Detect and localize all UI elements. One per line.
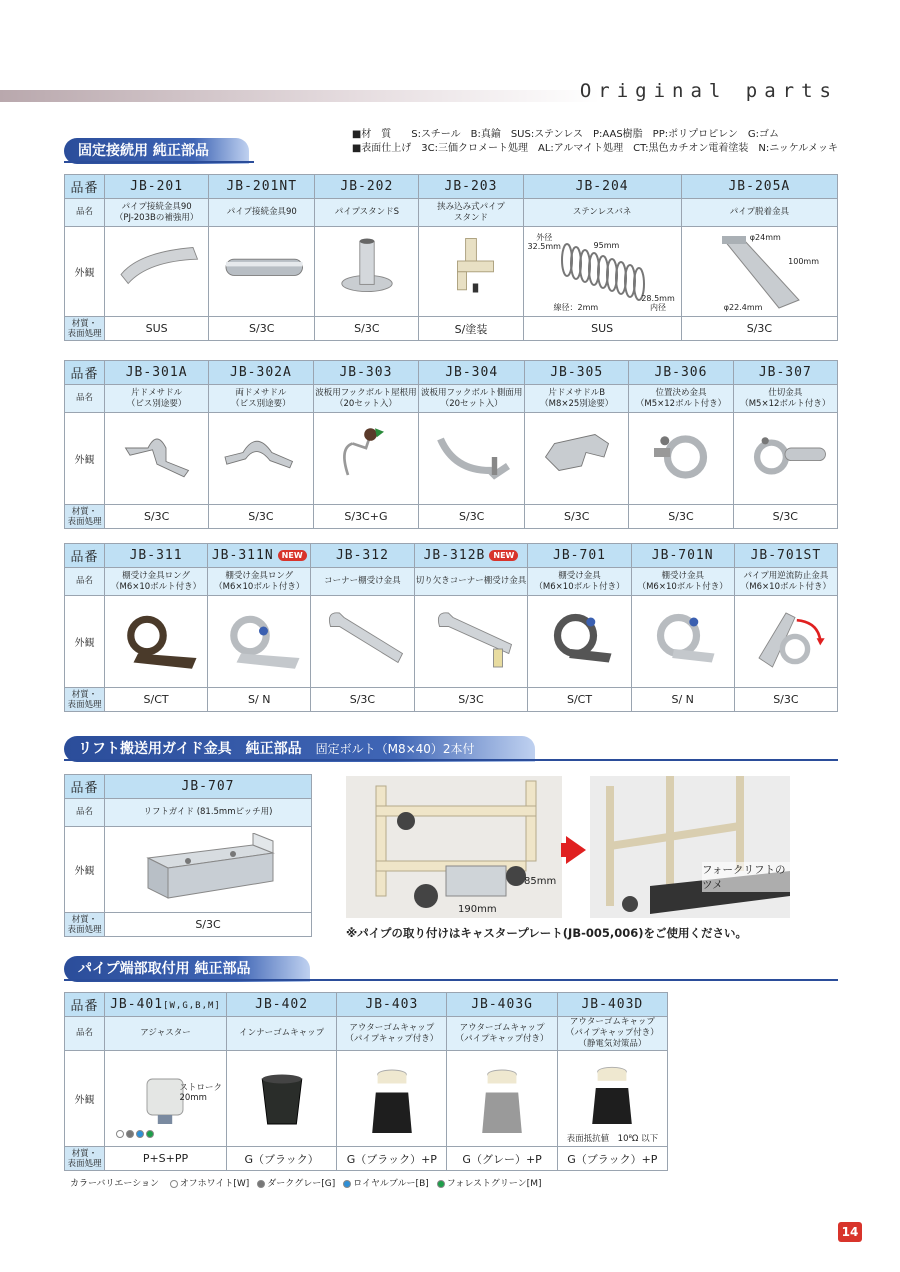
name-jb-311: 棚受け金具ロング （M6×10ボルト付き） [105, 568, 208, 596]
spring-inner-diameter-label: 28.5mm 内径 [641, 294, 675, 312]
parts-table-300-series [64, 360, 838, 529]
material-legend [352, 128, 838, 156]
parts-table-lift-guide: 品番 JB-707 品名 リフトガイド (81.5mmピッチ用) 外観 材質・ 表面処理 S/3C [64, 774, 312, 937]
code-jb-205a [681, 175, 837, 199]
part-code: JB-311 [129, 548, 183, 563]
label-name: 品名 [65, 568, 105, 596]
color-variation-label: カラーバリエーション [70, 1179, 160, 1189]
name-jb-305: 片ドメサドルB （M8×25別途要） [525, 385, 629, 413]
part-code: JB-203 [444, 179, 498, 194]
forklift-photo [590, 776, 790, 918]
color-name: ロイヤルブルー[B] [353, 1179, 429, 1189]
label-appearance: 外観 [65, 413, 105, 505]
material-jb-202: S/3C [315, 317, 419, 341]
material-jb-203: S/塗装 [419, 317, 523, 341]
part-code: JB-204 [575, 179, 629, 194]
jb-201nt-icon [212, 234, 312, 306]
spring-length-label: 95mm [593, 241, 620, 250]
material-jb-311: S/CT [105, 688, 208, 712]
part-code: JB-201NT [226, 179, 298, 194]
code-jb-311 [105, 544, 208, 568]
arrow-right-icon [566, 836, 586, 864]
label-appearance: 外観 [65, 596, 105, 688]
section-title-fixed-connection: 固定接続用 純正部品 [64, 138, 249, 164]
image-jb-312 [311, 596, 414, 688]
material-jb-307: S/3C [733, 505, 837, 529]
material-jb-201: SUS [105, 317, 209, 341]
color-variations [70, 1176, 541, 1189]
header-gradient-bar [0, 90, 600, 102]
code-jb-311n [208, 544, 311, 568]
label-code: 品番 [65, 361, 105, 385]
code-jb-306 [629, 361, 733, 385]
image-note: ストローク 20mm [179, 1083, 222, 1103]
section-underline [64, 759, 838, 761]
name-jb-204: ステンレスバネ [523, 199, 681, 227]
lift-guide-icon [133, 833, 283, 903]
name-jb-311n: 棚受け金具ロング （M6×10ボルト付き） [208, 568, 311, 596]
name-jb-201: パイプ接続金具90 （PJ-203Bの補強用） [105, 199, 209, 227]
material-jb-303: S/3C+G [313, 505, 419, 529]
name-jb-402: インナーゴムキャップ [226, 1017, 336, 1051]
dim-width-label: 190mm [458, 904, 497, 915]
name-jb-303: 波板用フックボルト屋根用 （20セット入） [313, 385, 419, 413]
name-jb-307: 仕切金具 （M5×12ボルト付き） [733, 385, 837, 413]
section-underline [64, 161, 254, 163]
material-jb-201nt: S/3C [209, 317, 315, 341]
material-jb-305: S/3C [525, 505, 629, 529]
name-jb-205a: パイプ脱着金具 [681, 199, 837, 227]
code-jb-302a [209, 361, 313, 385]
code-jb-701st [734, 544, 837, 568]
name-jb-701: 棚受け金具 （M6×10ボルト付き） [528, 568, 631, 596]
material-jb-701n: S/ N [631, 688, 734, 712]
image-jb-201 [105, 227, 209, 317]
image-jb-204 [523, 227, 681, 317]
image-jb-205a [681, 227, 837, 317]
jb-311n-icon [209, 604, 309, 676]
part-code: JB-401 [110, 997, 164, 1012]
code-jb-307 [733, 361, 837, 385]
part-code: JB-305 [550, 365, 604, 380]
jb-701st-icon [736, 604, 836, 676]
cart-illustration-icon [346, 776, 562, 918]
label-appearance: 外観 [65, 227, 105, 317]
spring-wire-label: 線径：2mm [553, 303, 599, 312]
part-code: JB-202 [340, 179, 394, 194]
part-code: JB-311N [211, 548, 274, 563]
image-jb-304 [419, 413, 525, 505]
color-swatch [136, 1130, 144, 1138]
part-code: JB-312 [335, 548, 389, 563]
code-jb-201 [105, 175, 209, 199]
image-jb-202 [315, 227, 419, 317]
material-jb-301a: S/3C [105, 505, 209, 529]
part-code: JB-306 [654, 365, 708, 380]
jb-203-icon [421, 234, 521, 306]
image-jb-403d [557, 1051, 667, 1147]
section-title-pipe-end: パイプ端部取付用 純正部品 [64, 956, 310, 982]
code-jb-403g [447, 993, 557, 1017]
code-jb-201nt [209, 175, 315, 199]
image-jb-312b [414, 596, 528, 688]
color-swatch [116, 1130, 124, 1138]
image-jb-701n [631, 596, 734, 688]
material-jb-302a: S/3C [209, 505, 313, 529]
part-code: JB-402 [255, 997, 309, 1012]
jb-201-icon [107, 234, 207, 306]
image-jb-307 [733, 413, 837, 505]
part-code: JB-701N [651, 548, 714, 563]
material-jb-312b: S/3C [414, 688, 528, 712]
code-jb-305 [525, 361, 629, 385]
image-jb-201nt [209, 227, 315, 317]
code-jb-203 [419, 175, 523, 199]
image-note: 表面抵抗値 10⁸Ω 以下 [566, 1134, 659, 1144]
dim-height-label: 85mm [524, 876, 557, 887]
part-code: JB-312B [423, 548, 486, 563]
image-jb-306 [629, 413, 733, 505]
legend-line-finish: ■表面仕上げ 3C:三価クロメート処理 AL:アルマイト処理 CT:黒色カチオン電着塗装 N:ニッケルメッキ [351, 143, 838, 154]
jb-403g-icon [452, 1061, 552, 1133]
image-jb-301a [105, 413, 209, 505]
pin-diameter-bottom-label: φ22.4mm [723, 303, 763, 312]
material-jb-204: SUS [523, 317, 681, 341]
color-swatch [170, 1180, 178, 1188]
code-jb-402 [226, 993, 336, 1017]
pin-diameter-top-label: φ24mm [749, 233, 781, 242]
jb-402-icon [232, 1061, 332, 1133]
new-badge: NEW [489, 550, 518, 561]
spring-outer-diameter-label: 外径 32.5mm [527, 233, 561, 251]
material-jb-707: S/3C [105, 913, 312, 937]
image-jb-203 [419, 227, 523, 317]
parts-table-pipe-end: 品番 JB-401[W,G,B,M] JB-402 JB-403 JB-403G JB-403D 品名 アジャスター インナーゴムキャップ アウターゴムキャップ （パイプキャップ付き） アウターゴムキャップ （パイプキャップ付き） アウターゴムキャップ （パイプキャップ付き） （静電気対策品） 外観 ストローク 20mm 表面抵抗値 10⁸Ω 以下 材質・ 表面処理 P+S+PP G（ブラック） G（ブラック）+P G（グレー）+P G（ブラック）+P [64, 992, 668, 1171]
part-code: JB-701ST [750, 548, 822, 563]
pin-length-label: 100mm [788, 257, 819, 266]
arrow-shaft [561, 843, 569, 857]
name-jb-312: コーナー棚受け金具 [311, 568, 414, 596]
name-jb-302a: 両ドメサドル （ビス別途要） [209, 385, 313, 413]
jb-305-icon [527, 421, 627, 493]
color-name: オフホワイト[W] [179, 1179, 250, 1189]
code-jb-707: JB-707 [105, 775, 312, 799]
label-name: 品名 [65, 199, 105, 227]
jb-312-icon [312, 604, 412, 676]
image-jb-303 [313, 413, 419, 505]
page-number: 14 [838, 1222, 862, 1242]
material-jb-403: G（ブラック）+P [337, 1147, 447, 1171]
image-jb-305 [525, 413, 629, 505]
legend-line-material: ■材 質 S:スチール B:真鍮 SUS:ステンレス P:AAS樹脂 PP:ポリプロピレン G:ゴム [351, 129, 779, 140]
image-jb-707 [105, 827, 312, 913]
jb-304-icon [422, 421, 522, 493]
name-jb-312b: 切り欠きコーナー棚受け金具 [414, 568, 528, 596]
name-jb-403: アウターゴムキャップ （パイプキャップ付き） [337, 1017, 447, 1051]
material-jb-402: G（ブラック） [226, 1147, 336, 1171]
name-jb-304: 波板用フックボルト側面用 （20セット入） [419, 385, 525, 413]
code-jb-304 [419, 361, 525, 385]
material-jb-312: S/3C [311, 688, 414, 712]
material-jb-701: S/CT [528, 688, 631, 712]
jb-701-icon [530, 604, 630, 676]
code-jb-403d [557, 993, 667, 1017]
image-jb-701 [528, 596, 631, 688]
cart-photo [346, 776, 562, 918]
jb-312b-icon [421, 604, 521, 676]
pipe-pin-icon [684, 230, 834, 310]
part-code: JB-403 [365, 997, 419, 1012]
part-code: JB-304 [445, 365, 499, 380]
material-jb-306: S/3C [629, 505, 733, 529]
label-code: 品番 [65, 175, 105, 199]
label-material: 材質・ 表面処理 [65, 505, 105, 529]
jb-306-icon [631, 421, 731, 493]
forklift-tine-label: フォークリフトのツメ [702, 862, 790, 892]
name-jb-701st: パイプ用逆流防止金具 （M6×10ボルト付き） [734, 568, 837, 596]
code-jb-202 [315, 175, 419, 199]
part-code: JB-302A [230, 365, 292, 380]
image-jb-311n [208, 596, 311, 688]
part-code: JB-307 [758, 365, 812, 380]
image-jb-302a [209, 413, 313, 505]
code-jb-204 [523, 175, 681, 199]
label-name: 品名 [65, 385, 105, 413]
jb-403d-icon [562, 1061, 662, 1133]
part-code: JB-701 [553, 548, 606, 563]
image-jb-701st [734, 596, 837, 688]
jb-307-icon [735, 421, 835, 493]
image-jb-311 [105, 596, 208, 688]
material-jb-401: P+S+PP [105, 1147, 227, 1171]
name-jb-301a: 片ドメサドル （ビス別途要） [105, 385, 209, 413]
name-jb-203: 挟み込み式パイプ スタンド [419, 199, 523, 227]
code-jb-303 [313, 361, 419, 385]
code-jb-301a [105, 361, 209, 385]
code-jb-701 [528, 544, 631, 568]
color-swatch [343, 1180, 351, 1188]
new-badge: NEW [278, 550, 307, 561]
part-code: JB-205A [728, 179, 791, 194]
color-swatch [146, 1130, 154, 1138]
color-swatch [437, 1180, 445, 1188]
material-jb-205a: S/3C [681, 317, 837, 341]
material-jb-403d: G（ブラック）+P [557, 1147, 667, 1171]
name-jb-403g: アウターゴムキャップ （パイプキャップ付き） [447, 1017, 557, 1051]
part-code: JB-301A [125, 365, 188, 380]
code-jb-403 [337, 993, 447, 1017]
jb-701n-icon [633, 604, 733, 676]
color-name: フォレストグリーン[M] [446, 1179, 542, 1189]
color-name: ダークグレー[G] [267, 1179, 336, 1189]
part-code: JB-403G [471, 997, 533, 1012]
name-jb-401: アジャスター [105, 1017, 227, 1051]
code-jb-401 [105, 993, 227, 1017]
parts-table-200-series [64, 174, 838, 341]
section-underline [64, 979, 838, 981]
jb-302a-icon [211, 421, 311, 493]
jb-311-icon [106, 604, 206, 676]
image-jb-403 [337, 1051, 447, 1147]
part-code-suffix: [W,G,B,M] [163, 1001, 221, 1011]
name-jb-306: 位置決め金具 （M5×12ボルト付き） [629, 385, 733, 413]
jb-301a-icon [107, 421, 207, 493]
label-material: 材質・ 表面処理 [65, 317, 105, 341]
code-jb-701n [631, 544, 734, 568]
jb-303-icon [316, 421, 416, 493]
label-code: 品番 [65, 544, 105, 568]
jb-403-icon [342, 1061, 442, 1133]
code-jb-312 [311, 544, 414, 568]
forklift-illustration-icon [590, 776, 790, 918]
material-jb-403g: G（グレー）+P [447, 1147, 557, 1171]
image-jb-402 [226, 1051, 336, 1147]
jb-202-icon [317, 234, 417, 306]
part-code: JB-303 [339, 365, 393, 380]
color-swatch [126, 1130, 134, 1138]
name-jb-201nt: パイプ接続金具90 [209, 199, 315, 227]
name-jb-202: パイプスタンドS [315, 199, 419, 227]
caster-plate-note: ※パイプの取り付けはキャスタープレート(JB-005,006)をご使用ください。 [346, 926, 748, 940]
section-title-lift-guide: リフト搬送用ガイド金具 純正部品 固定ボルト（M8×40）2本付 [64, 736, 535, 762]
image-jb-401 [105, 1051, 227, 1147]
page-header-title: Original parts [579, 80, 838, 102]
adjuster-color-swatches [115, 1129, 155, 1140]
part-code: JB-201 [130, 179, 184, 194]
material-jb-701st: S/3C [734, 688, 837, 712]
parts-table-shelf-brackets [64, 543, 838, 712]
material-jb-311n: S/ N [208, 688, 311, 712]
material-jb-304: S/3C [419, 505, 525, 529]
name-jb-707: リフトガイド (81.5mmピッチ用) [105, 799, 312, 827]
name-jb-701n: 棚受け金具 （M6×10ボルト付き） [631, 568, 734, 596]
code-jb-312b [414, 544, 528, 568]
color-swatch [257, 1180, 265, 1188]
name-jb-403d: アウターゴムキャップ （パイプキャップ付き） （静電気対策品） [557, 1017, 667, 1051]
part-code: JB-403D [581, 997, 644, 1012]
image-jb-403g [447, 1051, 557, 1147]
label-material: 材質・ 表面処理 [65, 688, 105, 712]
